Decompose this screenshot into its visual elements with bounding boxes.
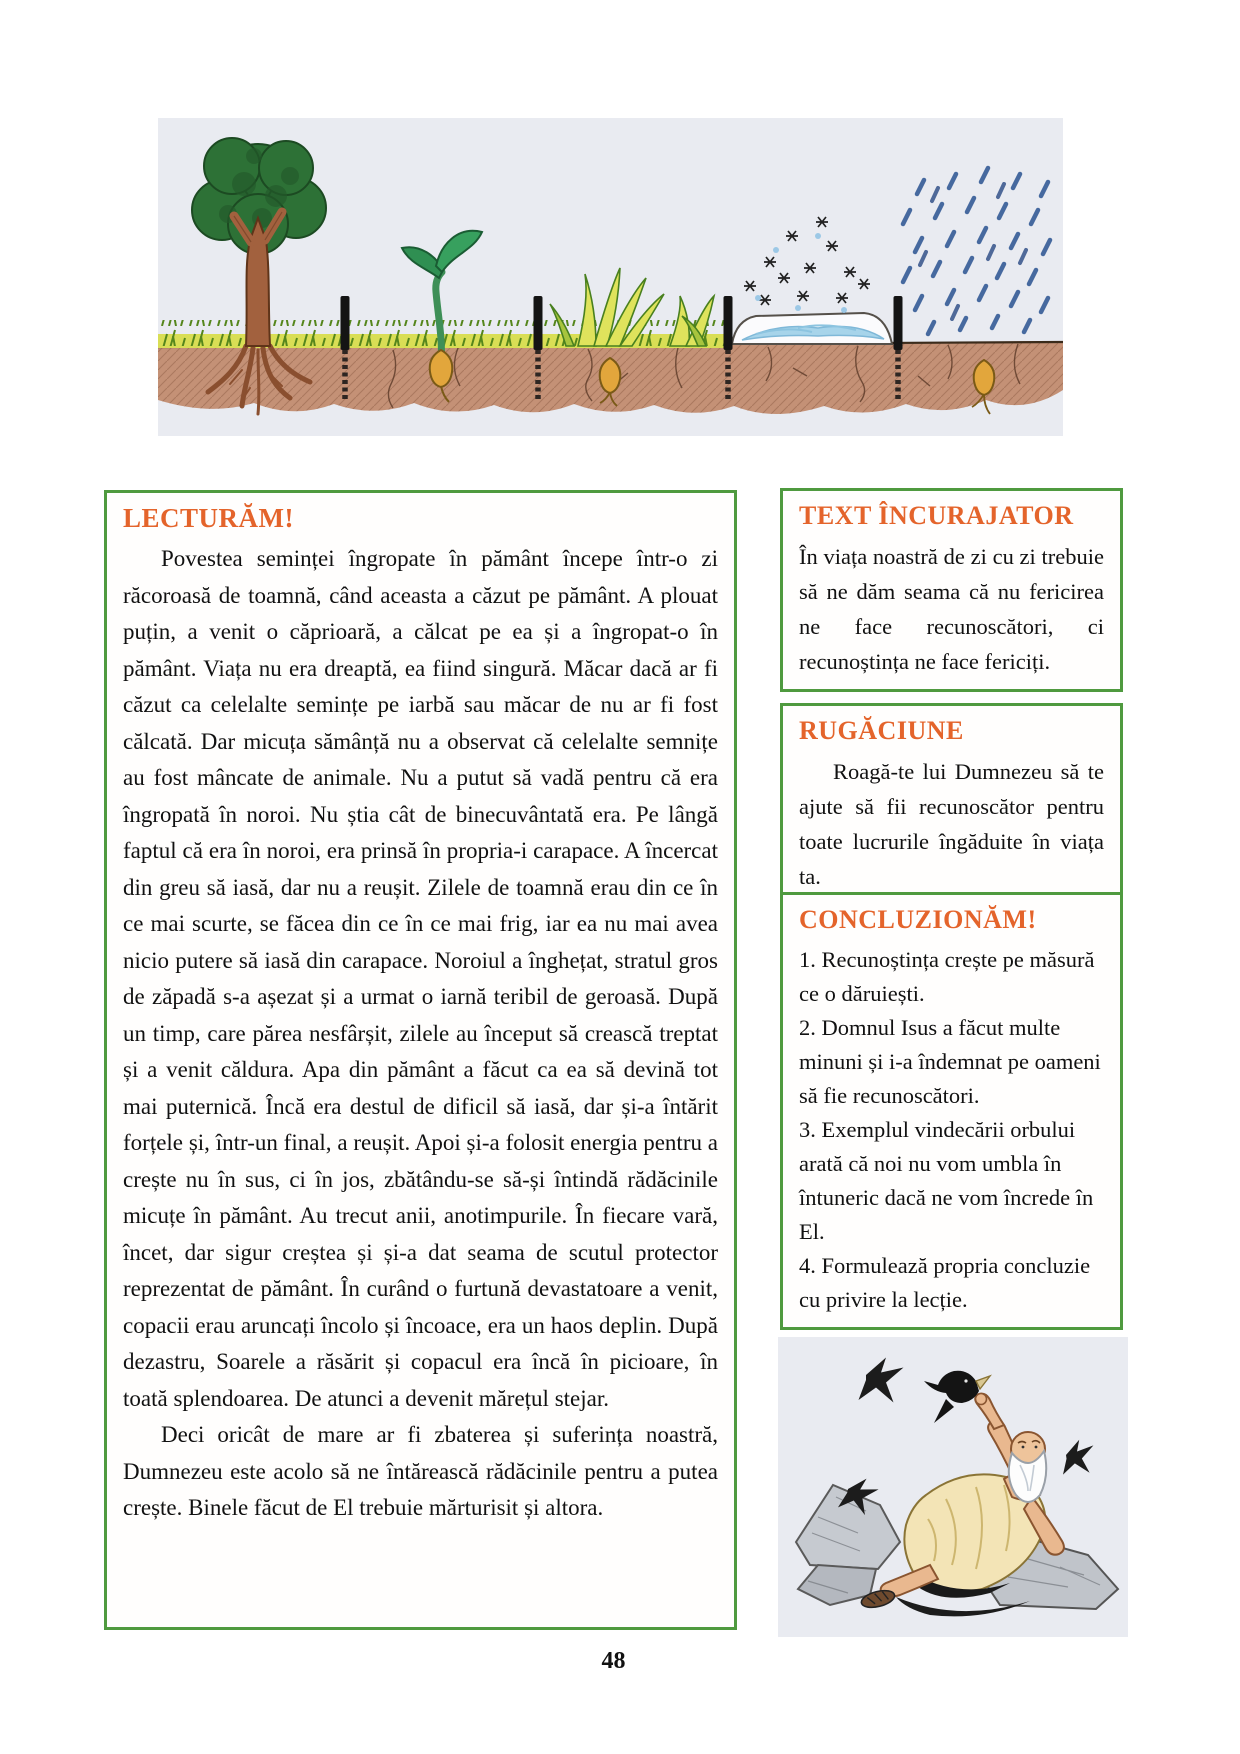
conclusion-item: 2. Domnul Isus a făcut multe minuni și i-a îndemnat pe oameni să fie recunoscători. xyxy=(799,1015,1101,1108)
man-with-ravens-illustration xyxy=(778,1337,1128,1637)
conclusion-item: 4. Formulează propria concluzie cu privire la lecție. xyxy=(799,1253,1091,1312)
text-incurajator-title: TEXT ÎNCURAJATOR xyxy=(799,501,1074,530)
seed-growth-illustration xyxy=(158,118,1063,436)
rugaciune-body: Roagă-te lui Dumnezeu să te ajute să fii recunoscător pentru toate lucrurile îngăduite în viața ta. xyxy=(799,759,1104,889)
text-incurajator-body: În viața noastră de zi cu zi trebuie să ne dăm seama că nu fericirea ne face recunoscători, ci recunoștința ne face fericiți. xyxy=(799,544,1104,674)
concluzionam-title: CONCLUZIONĂM! xyxy=(799,905,1037,934)
lecturam-paragraph: Deci oricât de mare ar fi zbaterea și suferința noastră, Dumnezeu este acolo să ne întărească rădăcinile pentru a putea crește. Binele făcut de El trebuie mărturisit și altora. xyxy=(123,1422,718,1520)
conclusion-item: 1. Recunoștința crește pe măsură ce o dăruiești. xyxy=(799,947,1095,1006)
rugaciune-title: RUGĂCIUNE xyxy=(799,716,964,745)
rugaciune-box xyxy=(780,703,1123,907)
concluzionam-box xyxy=(780,892,1123,1330)
text-incurajator-box xyxy=(780,488,1123,692)
lecturam-box xyxy=(104,490,737,1630)
conclusion-item: 3. Exemplul vindecării orbului arată că noi nu vom umbla în întuneric dacă ne vom încrede în El. xyxy=(799,1117,1094,1244)
lecturam-paragraph: Povestea seminței îngropate în pământ începe într-o zi răcoroasă de toamnă, când aceasta a căzut pe pământ. A plouat puțin, a venit o căprioară, a călcat pe ea și a îngropat-o în pământ. Viața nu era dreaptă, ea fiind singură. Măcar dacă ar fi căzut ca celelalte semințe pe iarbă sau măcar de nu ar fi fost călcată. Dar micuța sămânță nu a observat că celelalte semnițe au fost mâncate de animale. Nu a putut să vadă pentru că era îngropată în noroi. Nu știa cât de binecuvântată era. Pe lângă faptul că era în noroi, era prinsă în propria-i carapace. A încercat din greu să iasă, dar nu a reușit. Zilele de toamnă erau din ce în ce mai scurte, se făcea din ce în ce mai frig, iar ea nu mai avea nicio putere să iasă din carapace. Noroiul a înghețat, stratul gros de zăpadă s-a așezat și a urmat o iarnă teribil de geroasă. După un timp, care părea nesfârșit, zilele au început să crească treptat și a venit căldura. Apa din pământ a făcut ca ea să devină tot mai puternică. Încă era destul de dificil să iasă, dar și-a întărit forțele și, într-un final, a reușit. Apoi și-a folosit energia pentru a crește nu în sus, ci în jos, zbătându-se să-și întindă rădăcinile micuțe în pământ. Au trecut anii, anotimpurile. În fiecare vară, încet, dar sigur creștea și și-a dat seama de scutul protector reprezentat de pământ. În curând o furtună devastatoare a venit, copacii erau aruncați încolo și încoace, era un haos deplin. După dezastru, Soarele a răsărit și copacul era încă în picioare, în toată splendoarea. De atunci a devenit mărețul stejar. xyxy=(123,546,718,1411)
lecturam-title: LECTURĂM! xyxy=(123,503,294,533)
page-number: 48 xyxy=(601,1648,626,1674)
